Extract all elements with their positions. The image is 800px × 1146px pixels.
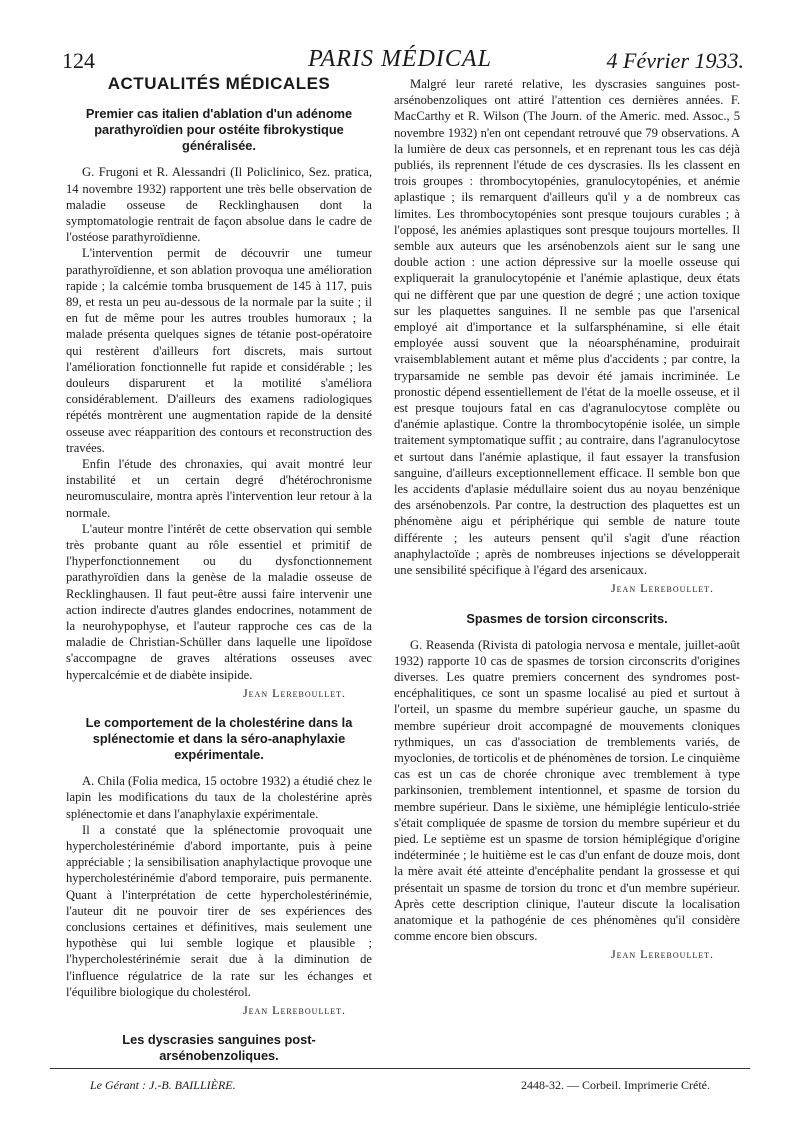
- left-column: [66, 76, 372, 1074]
- article-signature: Jean Lereboullet.: [611, 581, 714, 596]
- journal-title: PARIS MÉDICAL: [308, 46, 492, 72]
- article-signature: Jean Lereboullet.: [243, 685, 346, 700]
- page-footer: [50, 1068, 750, 1099]
- article-paragraph: G. Reasenda (Rivista di patologia nervosa e mentale, juillet-août 1932) rapporte 10 cas de spasmes de torsion circonscrits d'origines diverses. Les quatre premiers concernent des syndromes post-encéphalitiques, ce sont un spasme localisé au pied et surtout à l'orteil, un spasme du membre supérieur gauche, un spasme du membre supérieur droit accompagné de mouvements cloniques rythmiques, un cas d'association de tremblements variés, de myoclonies, de torticolis et de phénomènes de torsion. Le cinquième cas est un cas de chorée chronique avec tremblement à type parkinsonien, tremblement intentionnel, et spasme de torsion du membre supérieur. Dans le sixième, une hémiplégie lenticulo-striée s'était compliquée de spasme de torsion du membre supérieur et du pied. Le septième est un spasme de torsion hémiplégique d'origine indéterminée ; le huitième est le cas d'un enfant de douze mois, dont la mère avait été atteinte d'encéphalite pendant la grossesse et qui présentait un spasme de torsion du tronc et d'un membre supérieur. Après cette description clinique, l'auteur discute la localisation anatomique et la pathogénie de ces phénomènes qu'il considère comme encore bien obscurs.: [394, 637, 740, 944]
- article-title: Les dyscrasies sanguines post-arsénobenzoliques.: [122, 1032, 316, 1064]
- article-paragraph: G. Frugoni et R. Alessandri (Il Policlinico, Sez. pratica, 14 novembre 1932) rapportent une très belle observation de maladie osseuse de Recklinghausen dont la symptomatologie rentrait de façon absolue dans le cadre de l'ostéose parathyroïdienne.: [66, 165, 372, 245]
- section-title: ACTUALITÉS MÉDICALES: [107, 74, 331, 93]
- page-number: 124: [62, 48, 95, 73]
- article-paragraph: L'auteur montre l'intérêt de cette observation qui semble très probante quant au rôle essentiel et primitif de l'hyperfonctionnement ou du dysfonctionnement parathyroïdien dans la genèse de la maladie osseuse de Recklinghausen. Il faut peut-être aussi faire intervenir une action indirecte d'autres glandes endocrines, notamment de la neurohypophyse, et l'auteur rapproche ces cas de la maladie de Christian-Schüller dans laquelle une lipoïdose s'accompagne de graves altérations osseuses avec hypercalcémie et de diabète insipide.: [66, 521, 372, 682]
- issue-date: 4 Février 1933.: [606, 48, 744, 73]
- article-title: Spasmes de torsion circonscrits.: [466, 610, 668, 626]
- footer-printer: 2448-32. — Corbeil. Imprimerie Crété.: [521, 1078, 710, 1092]
- right-column: [394, 76, 740, 967]
- article-paragraph: Malgré leur rareté relative, les dyscrasies sanguines post-arsénobenzoliques ont attiré l'attention ces dernières années. F. MacCarthy et R. Wilson (The Journ. of the Americ. med. Assoc., 5 novembre 1932) n'en ont cependant retrouvé que 79 observations. A la lumière de deux cas personnels, et en reprenant tous les cas déjà publiés, ils reprennent l'étude de ces dyscrasies. Ils les classent en trois groupes : thrombocytopénies, granulocytopénies, et anémie aplastique ; ils remarquent d'ailleurs qu'il y a de nombreux cas limites. Les thrombocytopénies sont presque toujours curables ; à l'opposé, les anémies aplastiques sont presque toujours mortelles. Il semble aux auteurs que les arsénobenzols aient sur le sang une double action : une action dépressive sur la moelle osseuse qui expliquerait la granulocytopénie et l'anémie aplastique, deux états qui ne diffèrent que par une question de degré ; une action toxique sur les plaquettes sanguines. Il ne semble pas que l'arsenical employé ait d'importance et la sulfarsphénamine, si elle était employée aussi souvent que la néoarsphénamine, produirait vraisemblablement autant et même plus d'accidents ; par contre, la tryparsamide ne semble pas devoir été jamais incriminée. Le pronostic dépend essentiellement de l'état de la moelle osseuse, et il est presque toujours fatal en cas d'agranulocytose complète ou d'anémie aplastique. Contre la thrombocytopénie isolée, un simple traitement symptomatique suffit ; au contraire, dans l'agranulocytose et surtout dans l'anémie aplastique, il faut essayer la transfusion sanguine, d'ailleurs exceptionnellement efficace. Il semble bon que les accidents d'aplasie médullaire soient dus au noyau benzénique des arsénobenzols. Par contre, la destruction des plaquettes est un phénomène aigu et périphérique qui semble de nature toute différente ; les auteurs pensent qu'il s'agit d'une réaction anaphylactoïde ; après de nombreuses injections se développerait une sensibilité spécifique à l'égard des arsenicaux.: [394, 77, 740, 578]
- article-paragraph: Enfin l'étude des chronaxies, qui avait montré leur instabilité et un certain degré d'hétérochronisme neuromusculaire, montra après l'intervention leur retour à la normale.: [66, 456, 372, 520]
- article-paragraph: L'intervention permit de découvrir une tumeur parathyroïdienne, et son ablation provoqua une amélioration rapide ; la calcémie tomba brusquement de 145 à 117, puis 89, et resta un peu au-dessous de la normale par la suite ; il en fut de même pour les autres troubles humoraux ; la malade présenta quelques signes de tétanie post-opératoire qui restèrent d'ailleurs fort discrets, mais surtout l'amélioration fonctionnelle fut rapide et considérable ; les douleurs disparurent et la motilité s'améliora considérablement. D'ailleurs des examens radiologiques répétés montrèrent une augmentation rapide de la densité osseuse avec réapparition des contours et reconstruction des travées.: [66, 246, 372, 455]
- article-paragraph: Il a constaté que la splénectomie provoquait une hypercholestérinémie d'abord importante, puis à peine appréciable ; la sensibilisation anaphylactique provoque une hypercholestérinémie d'abord temporaire, puis permanente. Quant à l'interprétation de cette hypercholestérinémie, l'auteur dit ne pouvoir tirer de ses expériences des conclusions certaines et définitives, mais seulement une hypothèse qui lui semble logique et plausible ; l'hypercholestérinémie serait due à la diminution de l'influence régulatrice de la rate sur les échanges et l'équilibre biologique du cholestérol.: [66, 822, 372, 999]
- article-signature: Jean Lereboullet.: [611, 947, 714, 962]
- article-title: Premier cas italien d'ablation d'un adénome parathyroïdien pour ostéite fibrokystique généralisée.: [85, 106, 353, 154]
- article-title: Le comportement de la cholestérine dans la splénectomie et dans la séro-anaphylaxie expérimentale.: [85, 715, 353, 763]
- footer-gerant: Le Gérant : J.-B. BAILLIÈRE.: [90, 1078, 236, 1092]
- article-signature: Jean Lereboullet.: [243, 1002, 346, 1017]
- page-header: [50, 40, 750, 76]
- article-paragraph: A. Chila (Folia medica, 15 octobre 1932) a étudié chez le lapin les modifications du taux de la cholestérine après splénectomie et dans l'anaphylaxie expérimentale.: [66, 774, 372, 821]
